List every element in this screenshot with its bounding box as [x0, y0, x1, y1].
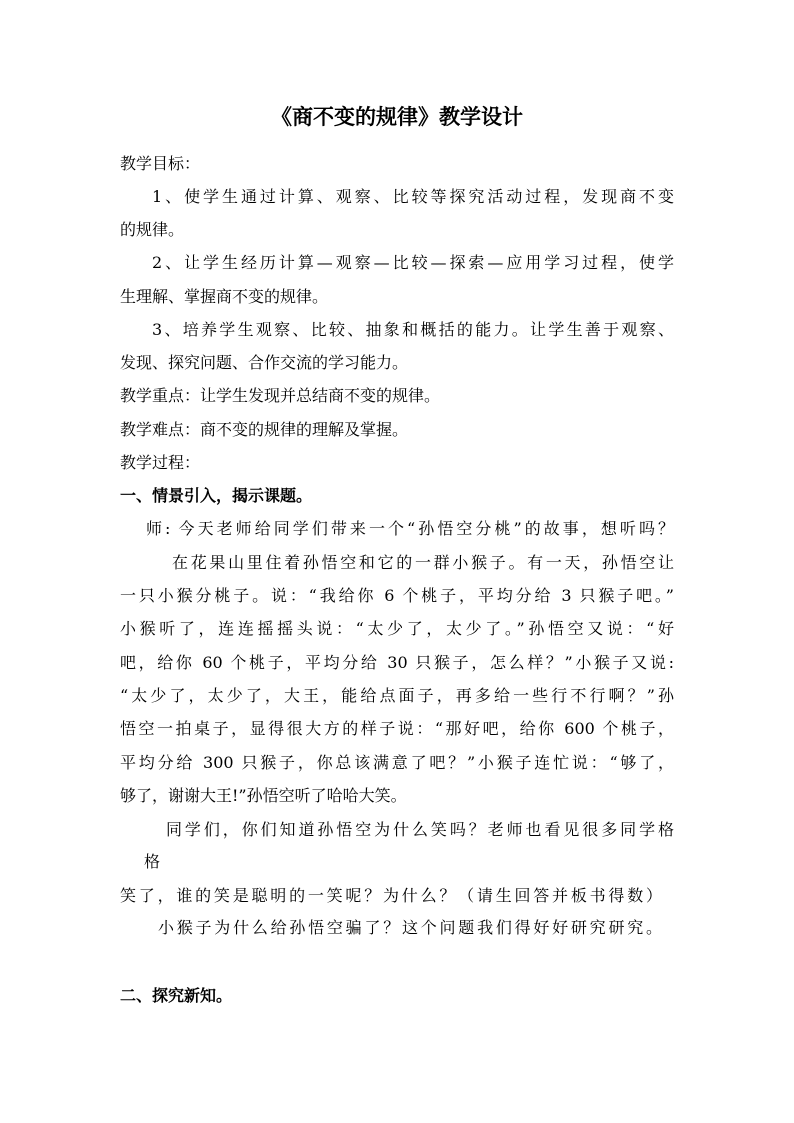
story-line-2: 一只小猴分桃子。说：“我给你 6 个桃子，平均分给 3 只猴子吧。”	[120, 586, 674, 605]
story-line-6: 悟空一拍桌子，显得很大方的样子说：“那好吧，给你 600 个桃子，	[120, 719, 674, 738]
students-line-1: 同学们，你们知道孙悟空为什么笑吗？老师也看见很多同学格	[166, 820, 674, 839]
story-line-5: “太少了，太少了，大王，能给点面子，再多给一些行不行啊？”孙	[120, 686, 674, 705]
story-line-3: 小猴听了，连连摇摇头说：“太少了，太少了。”孙悟空又说：“好	[120, 619, 674, 638]
monkey-question-line: 小猴子为什么给孙悟空骗了？这个问题我们得好好研究研究。	[158, 918, 662, 937]
section-1-heading: 一、情景引入，揭示课题。	[120, 486, 313, 505]
story-line-8: 够了，谢谢大王!”孙悟空听了哈哈大笑。	[120, 786, 407, 805]
teacher-line: 师: 今天老师给同学们带来一个“孙悟空分桃”的故事，想听吗？	[146, 519, 674, 538]
objective-2-line-1: 2、让学生经历计算—观察—比较—探索—应用学习过程，使学	[152, 253, 674, 272]
objective-3-line-2: 发现、探究问题、合作交流的学习能力。	[120, 353, 409, 372]
objective-1-line-1: 1、使学生通过计算、观察、比较等探究活动过程，发现商不变	[152, 187, 674, 206]
students-line-2: 格	[144, 852, 161, 871]
key-point: 教学重点：让学生发现并总结商不变的规律。	[120, 386, 441, 405]
objective-3-line-1: 3、培养学生观察、比较、抽象和概括的能力。让学生善于观察、	[152, 320, 674, 339]
students-line-3: 笑了，谁的笑是聪明的一笑呢？为什么？（请生回答并板书得数）	[120, 886, 662, 905]
story-line-7: 平均分给 300 只猴子，你总该满意了吧？”小猴子连忙说：“够了，	[120, 753, 674, 772]
objectives-heading: 教学目标：	[120, 154, 201, 173]
story-line-1: 在花果山里住着孙悟空和它的一群小猴子。有一天，孙悟空让	[172, 553, 674, 572]
process-heading: 教学过程：	[120, 453, 201, 472]
objective-2-line-2: 生理解、掌握商不变的规律。	[120, 287, 329, 306]
document-title: 《商不变的规律》教学设计	[271, 104, 523, 129]
story-line-4: 吧，给你 60 个桃子，平均分给 30 只猴子，怎么样？”小猴子又说:	[120, 653, 674, 672]
section-2-heading: 二、探究新知。	[120, 986, 233, 1005]
objective-1-line-2: 的规律。	[120, 220, 185, 239]
difficulty: 教学难点：商不变的规律的理解及掌握。	[120, 420, 409, 439]
